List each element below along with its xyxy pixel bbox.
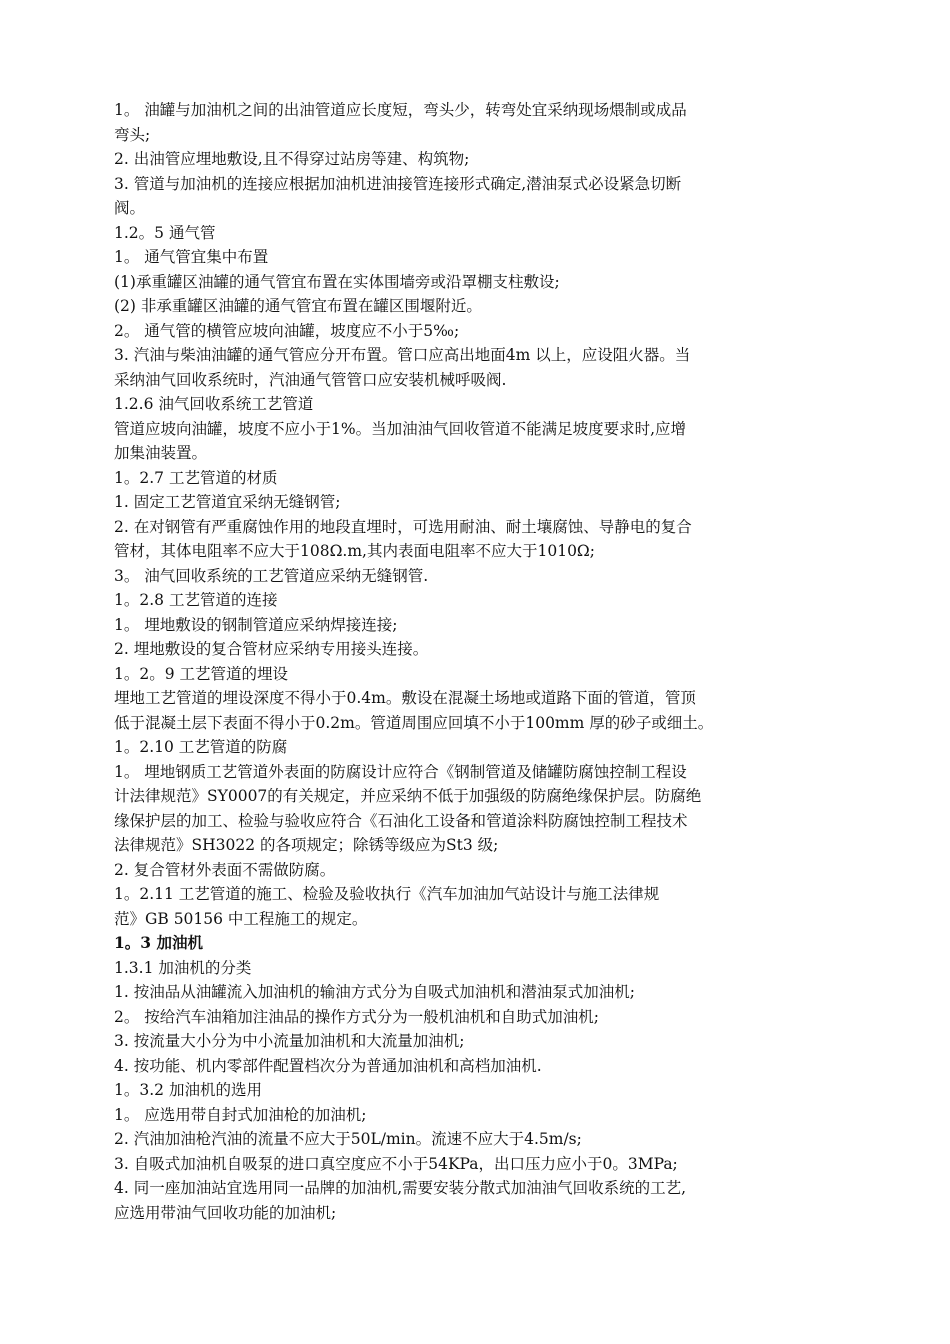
text-line: 弯头; <box>114 125 151 144</box>
text-line: 3. 汽油与柴油油罐的通气管应分开布置。管口应高出地面4m 以上，应设阻火器。当 <box>114 346 691 364</box>
text-line: 管道应坡向油罐，坡度不应小于1%。当加油油气回收管道不能满足坡度要求时,应增 <box>114 419 687 438</box>
text-line: 3. 管道与加油机的连接应根据加油机进油接管连接形式确定,潜油泵式必设紧急切断 <box>114 174 682 193</box>
text-line: (2) 非承重罐区油罐的通气管宜布置在罐区围堰附近。 <box>114 297 482 315</box>
text-line: 范》GB 50156 中工程施工的规定。 <box>114 909 368 928</box>
text-line: 2. 复合管材外表面不需做防腐。 <box>114 860 336 879</box>
text-line: 1。 埋地敷设的钢制管道应采纳焊接连接; <box>114 615 398 634</box>
section-heading: 1.2。5 通气管 <box>114 223 216 242</box>
text-line: 2. 汽油加油枪汽油的流量不应大于50L/min。流速不应大于4.5m/s; <box>114 1130 582 1148</box>
text-line: 1。 油罐与加油机之间的出油管道应长度短，弯头少，转弯处宜采纳现场煨制或成品 <box>114 101 687 119</box>
section-heading: 1。2。9 工艺管道的埋设 <box>114 664 289 683</box>
section-heading: 1。2.7 工艺管道的材质 <box>114 468 278 487</box>
section-heading: 1.3.1 加油机的分类 <box>114 958 252 977</box>
section-heading: 1.2.6 油气回收系统工艺管道 <box>114 395 314 413</box>
text-line: 1。 通气管宜集中布置 <box>114 248 269 266</box>
text-line: 应选用带油气回收功能的加油机; <box>114 1203 337 1222</box>
document-body <box>114 98 836 1225</box>
text-line: 3. 按流量大小分为中小流量加油机和大流量加油机; <box>114 1032 465 1050</box>
text-line: 3. 自吸式加油机自吸泵的进口真空度应不小于54KPa，出口压力应小于0。3MPa; <box>114 1154 678 1173</box>
text-line: 加集油装置。 <box>114 444 208 462</box>
text-line: 管材，其体电阻率不应大于108Ω.m,其内表面电阻率不应大于1010Ω; <box>114 542 596 560</box>
section-heading: 1。3.2 加油机的选用 <box>114 1081 262 1099</box>
section-heading: 1。2.11 工艺管道的施工、检验及验收执行《汽车加油加气站设计与施工法律规 <box>114 885 660 903</box>
section-heading: 1。2.8 工艺管道的连接 <box>114 591 278 609</box>
text-line: 3。 油气回收系统的工艺管道应采纳无缝钢管. <box>114 566 429 585</box>
text-line: 2. 出油管应埋地敷设,且不得穿过站房等建、构筑物; <box>114 150 470 168</box>
text-line: 2. 在对钢管有严重腐蚀作用的地段直埋时，可选用耐油、耐土壤腐蚀、导静电的复合 <box>114 517 692 536</box>
text-line: 2。 按给汽车油箱加注油品的操作方式分为一般机油机和自助式加油机; <box>114 1007 600 1026</box>
text-line: 4. 同一座加油站宜选用同一品牌的加油机,需要安装分散式加油油气回收系统的工艺, <box>114 1179 687 1197</box>
text-line: 4. 按功能、机内零部件配置档次分为普通加油机和高档加油机. <box>114 1056 542 1075</box>
text-line: 低于混凝土层下表面不得小于0.2m。管道周围应回填不小于100mm 厚的砂子或细土。 <box>114 713 714 732</box>
text-line: (1)承重罐区油罐的通气管宜布置在实体围墙旁或沿罩棚支柱敷设; <box>114 272 560 291</box>
text-line: 阀。 <box>114 199 146 217</box>
text-line: 埋地工艺管道的埋设深度不得小于0.4m。敷设在混凝土场地或道路下面的管道，管顶 <box>114 689 696 707</box>
text-line: 1。 应选用带自封式加油枪的加油机; <box>114 1105 367 1124</box>
text-line: 1。 埋地钢质工艺管道外表面的防腐设计应符合《钢制管道及储罐防腐蚀控制工程设 <box>114 762 687 781</box>
text-line: 缘保护层的加工、检验与验收应符合《石油化工设备和管道涂料防腐蚀控制工程技术 <box>114 811 688 830</box>
section-heading: 1。2.10 工艺管道的防腐 <box>114 738 288 756</box>
chapter-heading: 1。3 加油机 <box>114 933 203 952</box>
text-line: 2. 埋地敷设的复合管材应采纳专用接头连接。 <box>114 640 429 658</box>
text-line: 1. 按油品从油罐流入加油机的输油方式分为自吸式加油机和潜油泵式加油机; <box>114 983 635 1001</box>
text-line: 2。 通气管的横管应坡向油罐，坡度应不小于5‰; <box>114 321 460 340</box>
text-line: 计法律规范》SY0007的有关规定，并应采纳不低于加强级的防腐绝缘保护层。防腐绝 <box>114 787 702 805</box>
text-line: 1. 固定工艺管道宜采纳无缝钢管; <box>114 493 341 511</box>
text-line: 采纳油气回收系统时，汽油通气管管口应安装机械呼吸阀. <box>114 370 507 389</box>
text-line: 法律规范》SH3022 的各项规定；除锈等级应为St3 级; <box>114 836 499 854</box>
